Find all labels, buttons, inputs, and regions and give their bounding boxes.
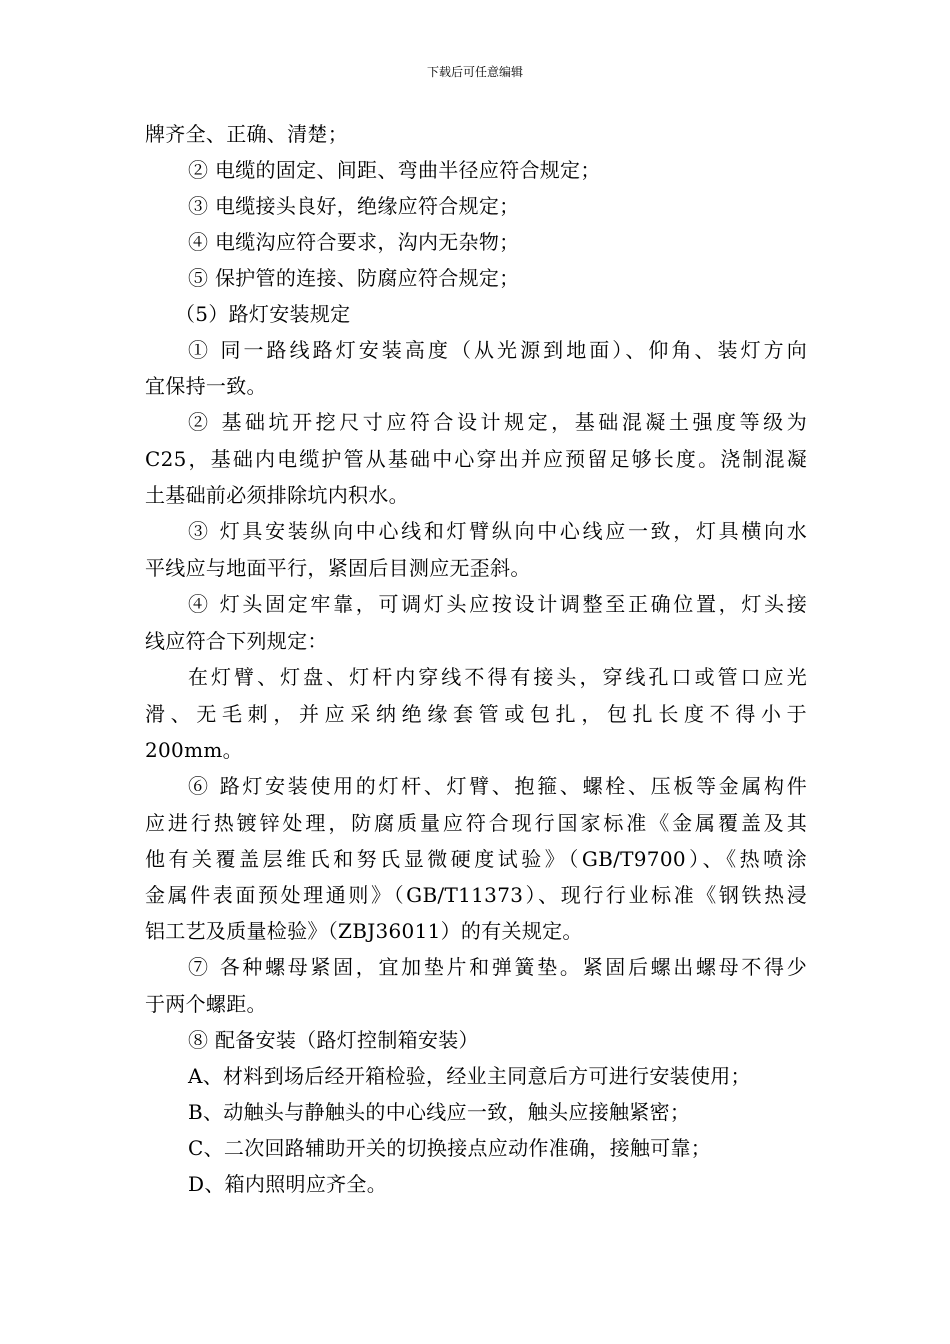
paragraph-line: 宜保持一致。: [145, 374, 267, 398]
paragraph-line: 土基础前必须排除坑内积水。: [145, 483, 409, 507]
paragraph-line: 他有关覆盖层维氏和努氏显微硬度试验》（GB/T9700）、《热喷涂: [145, 847, 807, 871]
list-item-control-box: ⑧ 配备安装（路灯控制箱安装）: [188, 1028, 479, 1052]
list-item-a: A、材料到场后经开箱检验，经业主同意后方可进行安装使用；: [188, 1064, 751, 1088]
paragraph-line: C25，基础内电缆护管从基础中心穿出并应预留足够长度。浇制混凝: [145, 447, 807, 471]
list-item-cable-joint: ③ 电缆接头良好，绝缘应符合规定；: [188, 194, 520, 218]
list-item-d: D、箱内照明应齐全。: [188, 1172, 388, 1196]
paragraph-line: 200mm。: [145, 738, 243, 762]
document-body: [145, 116, 807, 1202]
list-item-cable-trench: ④ 电缆沟应符合要求，沟内无杂物；: [188, 230, 520, 254]
paragraph-line: ① 同一路线路灯安装高度（从光源到地面）、仰角、装灯方向: [188, 338, 807, 362]
paragraph-line: 铝工艺及质量检验》（ZBJ36011）的有关规定。: [145, 919, 583, 943]
list-item-cable-fixing: ② 电缆的固定、间距、弯曲半径应符合规定；: [188, 158, 601, 182]
list-item-b: B、动触头与静触头的中心线应一致，触头应接触紧密；: [188, 1100, 691, 1124]
paragraph-line: ④ 灯头固定牢靠，可调灯头应按设计调整至正确位置，灯头接: [188, 592, 807, 616]
page-header-watermark: 下载后可任意编辑: [426, 65, 523, 79]
list-item-protective-pipe: ⑤ 保护管的连接、防腐应符合规定；: [188, 266, 520, 290]
paragraph-line: ⑥ 路灯安装使用的灯杆、灯臂、抱箍、螺栓、压板等金属构件: [188, 774, 807, 798]
paragraph-line: ② 基础坑开挖尺寸应符合设计规定，基础混凝土强度等级为: [188, 410, 807, 434]
paragraph-line: ③ 灯具安装纵向中心线和灯臂纵向中心线应一致，灯具横向水: [188, 519, 807, 543]
paragraph-line: 滑、无毛刺，并应采纳绝缘套管或包扎，包扎长度不得小于: [145, 702, 807, 726]
section-heading-streetlight: （5）路灯安装规定: [175, 302, 351, 326]
list-item-c: C、二次回路辅助开关的切换接点应动作准确，接触可靠；: [188, 1136, 712, 1160]
paragraph-line: 线应符合下列规定：: [145, 629, 328, 653]
paragraph-line: 应进行热镀锌处理，防腐质量应符合现行国家标准《金属覆盖及其: [145, 811, 807, 835]
paragraph-line: 牌齐全、正确、清楚；: [145, 122, 348, 146]
paragraph-line: ⑦ 各种螺母紧固，宜加垫片和弹簧垫。紧固后螺出螺母不得少: [188, 955, 807, 979]
paragraph-line: 在灯臂、灯盘、灯杆内穿线不得有接头，穿线孔口或管口应光: [188, 665, 807, 689]
paragraph-line: 于两个螺距。: [145, 992, 267, 1016]
paragraph-line: 平线应与地面平行，紧固后目测应无歪斜。: [145, 556, 531, 580]
paragraph-line: 金属件表面预处理通则》（GB/T11373）、现行行业标准《钢铁热浸: [145, 883, 807, 907]
